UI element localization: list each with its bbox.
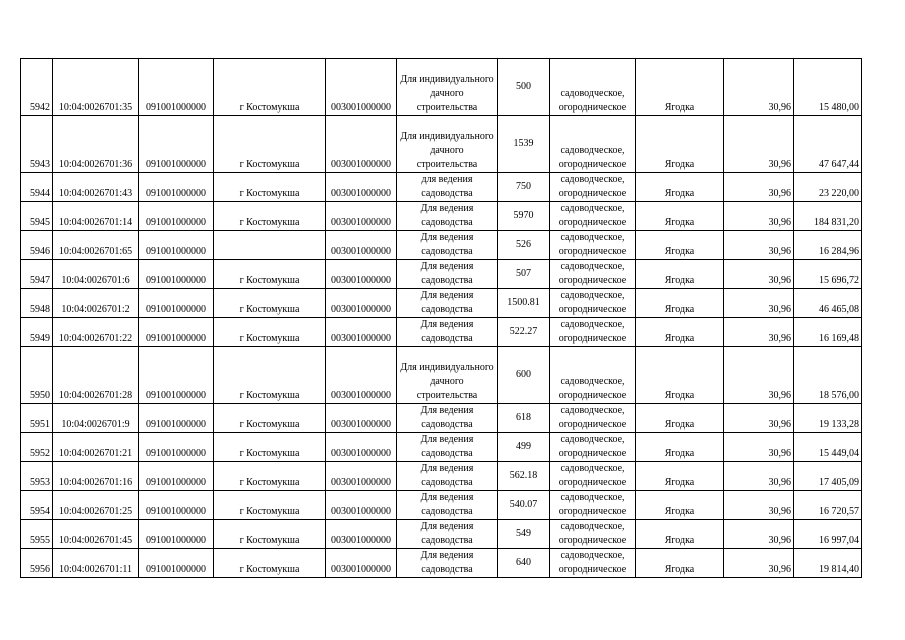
area-cell: 1539 xyxy=(498,116,550,173)
row-number-cell: 5955 xyxy=(21,520,53,549)
zone-name-cell: Ягодка xyxy=(636,59,724,116)
table-row xyxy=(21,491,862,520)
table-row xyxy=(21,260,862,289)
oktmo-code-cell: 091001000000 xyxy=(139,59,214,116)
class-code-cell: 003001000000 xyxy=(326,520,397,549)
cadastral-number-cell: 10:04:0026701:28 xyxy=(53,347,139,404)
permitted-use-cell: Для ведения садоводства xyxy=(397,318,498,347)
locality-cell: г Костомукша xyxy=(214,260,326,289)
area-cell: 750 xyxy=(498,173,550,202)
oktmo-code-cell: 091001000000 xyxy=(139,116,214,173)
area-cell: 5970 xyxy=(498,202,550,231)
oktmo-code-cell: 091001000000 xyxy=(139,202,214,231)
zone-name-cell: Ягодка xyxy=(636,462,724,491)
table-row xyxy=(21,173,862,202)
cadastral-value-cell: 15 449,04 xyxy=(794,433,862,462)
permitted-use-cell: Для ведения садоводства xyxy=(397,520,498,549)
class-code-cell: 003001000000 xyxy=(326,173,397,202)
cadastral-number-cell: 10:04:0026701:9 xyxy=(53,404,139,433)
area-cell: 526 xyxy=(498,231,550,260)
table-row xyxy=(21,549,862,578)
oktmo-code-cell: 091001000000 xyxy=(139,347,214,404)
zone-name-cell: Ягодка xyxy=(636,433,724,462)
cadastral-value-cell: 19 133,28 xyxy=(794,404,862,433)
table-row xyxy=(21,202,862,231)
table-row xyxy=(21,231,862,260)
class-code-cell: 003001000000 xyxy=(326,231,397,260)
cadastral-number-cell: 10:04:0026701:65 xyxy=(53,231,139,260)
cadastral-value-cell: 47 647,44 xyxy=(794,116,862,173)
rate-cell: 30,96 xyxy=(724,491,794,520)
area-cell: 600 xyxy=(498,347,550,404)
table-row xyxy=(21,433,862,462)
zone-name-cell: Ягодка xyxy=(636,549,724,578)
row-number-cell: 5952 xyxy=(21,433,53,462)
oktmo-code-cell: 091001000000 xyxy=(139,549,214,578)
cadastral-value-cell: 16 169,48 xyxy=(794,318,862,347)
area-cell: 618 xyxy=(498,404,550,433)
locality-cell: г Костомукша xyxy=(214,289,326,318)
oktmo-code-cell: 091001000000 xyxy=(139,318,214,347)
cadastral-value-cell: 16 997,04 xyxy=(794,520,862,549)
class-code-cell: 003001000000 xyxy=(326,289,397,318)
locality-cell: г Костомукша xyxy=(214,347,326,404)
permitted-use-cell: Для индивидуального дачного строительства xyxy=(397,347,498,404)
row-number-cell: 5943 xyxy=(21,116,53,173)
oktmo-code-cell: 091001000000 xyxy=(139,433,214,462)
category-cell: садоводческое, огородническое xyxy=(550,347,636,404)
class-code-cell: 003001000000 xyxy=(326,260,397,289)
row-number-cell: 5948 xyxy=(21,289,53,318)
class-code-cell: 003001000000 xyxy=(326,462,397,491)
row-number-cell: 5946 xyxy=(21,231,53,260)
oktmo-code-cell: 091001000000 xyxy=(139,289,214,318)
zone-name-cell: Ягодка xyxy=(636,404,724,433)
cadastral-number-cell: 10:04:0026701:2 xyxy=(53,289,139,318)
locality-cell: г Костомукша xyxy=(214,318,326,347)
cadastral-value-cell: 16 720,57 xyxy=(794,491,862,520)
permitted-use-cell: Для ведения садоводства xyxy=(397,289,498,318)
category-cell: садоводческое, огородническое xyxy=(550,173,636,202)
area-cell: 540.07 xyxy=(498,491,550,520)
oktmo-code-cell: 091001000000 xyxy=(139,231,214,260)
rate-cell: 30,96 xyxy=(724,202,794,231)
cadastral-number-cell: 10:04:0026701:25 xyxy=(53,491,139,520)
rate-cell: 30,96 xyxy=(724,462,794,491)
table-row xyxy=(21,520,862,549)
zone-name-cell: Ягодка xyxy=(636,202,724,231)
locality-cell: г Костомукша xyxy=(214,549,326,578)
cadastral-value-cell: 15 696,72 xyxy=(794,260,862,289)
table-row xyxy=(21,289,862,318)
class-code-cell: 003001000000 xyxy=(326,347,397,404)
cadastral-value-cell: 46 465,08 xyxy=(794,289,862,318)
class-code-cell: 003001000000 xyxy=(326,491,397,520)
category-cell: садоводческое, огородническое xyxy=(550,59,636,116)
permitted-use-cell: Для ведения садоводства xyxy=(397,231,498,260)
zone-name-cell: Ягодка xyxy=(636,289,724,318)
permitted-use-cell: Для индивидуального дачного строительства xyxy=(397,59,498,116)
cadastral-number-cell: 10:04:0026701:35 xyxy=(53,59,139,116)
permitted-use-cell: для ведения садоводства xyxy=(397,173,498,202)
cadastral-number-cell: 10:04:0026701:22 xyxy=(53,318,139,347)
area-cell: 500 xyxy=(498,59,550,116)
cadastral-number-cell: 10:04:0026701:43 xyxy=(53,173,139,202)
zone-name-cell: Ягодка xyxy=(636,491,724,520)
area-cell: 1500.81 xyxy=(498,289,550,318)
cadastral-table xyxy=(20,58,862,578)
row-number-cell: 5949 xyxy=(21,318,53,347)
oktmo-code-cell: 091001000000 xyxy=(139,404,214,433)
row-number-cell: 5942 xyxy=(21,59,53,116)
cadastral-number-cell: 10:04:0026701:11 xyxy=(53,549,139,578)
area-cell: 499 xyxy=(498,433,550,462)
oktmo-code-cell: 091001000000 xyxy=(139,520,214,549)
locality-cell: г Костомукша xyxy=(214,173,326,202)
permitted-use-cell: Для ведения садоводства xyxy=(397,404,498,433)
category-cell: садоводческое, огородническое xyxy=(550,231,636,260)
row-number-cell: 5953 xyxy=(21,462,53,491)
oktmo-code-cell: 091001000000 xyxy=(139,491,214,520)
category-cell: садоводческое, огородническое xyxy=(550,549,636,578)
permitted-use-cell: Для ведения садоводства xyxy=(397,491,498,520)
zone-name-cell: Ягодка xyxy=(636,260,724,289)
cadastral-value-cell: 18 576,00 xyxy=(794,347,862,404)
locality-cell: г Костомукша xyxy=(214,491,326,520)
row-number-cell: 5954 xyxy=(21,491,53,520)
rate-cell: 30,96 xyxy=(724,59,794,116)
area-cell: 562.18 xyxy=(498,462,550,491)
table-row xyxy=(21,59,862,116)
area-cell: 549 xyxy=(498,520,550,549)
cadastral-value-cell: 19 814,40 xyxy=(794,549,862,578)
rate-cell: 30,96 xyxy=(724,520,794,549)
oktmo-code-cell: 091001000000 xyxy=(139,173,214,202)
category-cell: садоводческое, огородническое xyxy=(550,462,636,491)
row-number-cell: 5944 xyxy=(21,173,53,202)
permitted-use-cell: Для ведения садоводства xyxy=(397,549,498,578)
rate-cell: 30,96 xyxy=(724,289,794,318)
permitted-use-cell: Для ведения садоводства xyxy=(397,202,498,231)
zone-name-cell: Ягодка xyxy=(636,520,724,549)
class-code-cell: 003001000000 xyxy=(326,404,397,433)
rate-cell: 30,96 xyxy=(724,173,794,202)
class-code-cell: 003001000000 xyxy=(326,202,397,231)
cadastral-value-cell: 17 405,09 xyxy=(794,462,862,491)
row-number-cell: 5945 xyxy=(21,202,53,231)
zone-name-cell: Ягодка xyxy=(636,173,724,202)
rate-cell: 30,96 xyxy=(724,231,794,260)
permitted-use-cell: Для индивидуального дачного строительства xyxy=(397,116,498,173)
zone-name-cell: Ягодка xyxy=(636,116,724,173)
area-cell: 507 xyxy=(498,260,550,289)
rate-cell: 30,96 xyxy=(724,260,794,289)
category-cell: садоводческое, огородническое xyxy=(550,116,636,173)
locality-cell: г Костомукша xyxy=(214,520,326,549)
table-row xyxy=(21,462,862,491)
category-cell: садоводческое, огородническое xyxy=(550,433,636,462)
area-cell: 640 xyxy=(498,549,550,578)
permitted-use-cell: Для ведения садоводства xyxy=(397,260,498,289)
cadastral-number-cell: 10:04:0026701:45 xyxy=(53,520,139,549)
rate-cell: 30,96 xyxy=(724,549,794,578)
locality-cell: г Костомукша xyxy=(214,116,326,173)
table-row xyxy=(21,347,862,404)
class-code-cell: 003001000000 xyxy=(326,549,397,578)
category-cell: садоводческое, огородническое xyxy=(550,202,636,231)
cadastral-value-cell: 184 831,20 xyxy=(794,202,862,231)
zone-name-cell: Ягодка xyxy=(636,347,724,404)
area-cell: 522.27 xyxy=(498,318,550,347)
category-cell: садоводческое, огородническое xyxy=(550,491,636,520)
zone-name-cell: Ягодка xyxy=(636,231,724,260)
category-cell: садоводческое, огородническое xyxy=(550,289,636,318)
row-number-cell: 5956 xyxy=(21,549,53,578)
rate-cell: 30,96 xyxy=(724,318,794,347)
cadastral-value-cell: 16 284,96 xyxy=(794,231,862,260)
rate-cell: 30,96 xyxy=(724,116,794,173)
category-cell: садоводческое, огородническое xyxy=(550,520,636,549)
permitted-use-cell: Для ведения садоводства xyxy=(397,433,498,462)
cadastral-number-cell: 10:04:0026701:21 xyxy=(53,433,139,462)
rate-cell: 30,96 xyxy=(724,347,794,404)
cadastral-number-cell: 10:04:0026701:36 xyxy=(53,116,139,173)
class-code-cell: 003001000000 xyxy=(326,59,397,116)
category-cell: садоводческое, огородническое xyxy=(550,404,636,433)
category-cell: садоводческое, огородническое xyxy=(550,260,636,289)
table-row xyxy=(21,116,862,173)
table-row xyxy=(21,318,862,347)
row-number-cell: 5951 xyxy=(21,404,53,433)
row-number-cell: 5947 xyxy=(21,260,53,289)
table-row xyxy=(21,404,862,433)
zone-name-cell: Ягодка xyxy=(636,318,724,347)
locality-cell xyxy=(214,231,326,260)
category-cell: садоводческое, огородническое xyxy=(550,318,636,347)
cadastral-value-cell: 15 480,00 xyxy=(794,59,862,116)
rate-cell: 30,96 xyxy=(724,404,794,433)
cadastral-number-cell: 10:04:0026701:16 xyxy=(53,462,139,491)
oktmo-code-cell: 091001000000 xyxy=(139,260,214,289)
oktmo-code-cell: 091001000000 xyxy=(139,462,214,491)
locality-cell: г Костомукша xyxy=(214,433,326,462)
cadastral-number-cell: 10:04:0026701:14 xyxy=(53,202,139,231)
class-code-cell: 003001000000 xyxy=(326,318,397,347)
locality-cell: г Костомукша xyxy=(214,462,326,491)
cadastral-value-cell: 23 220,00 xyxy=(794,173,862,202)
locality-cell: г Костомукша xyxy=(214,404,326,433)
rate-cell: 30,96 xyxy=(724,433,794,462)
class-code-cell: 003001000000 xyxy=(326,116,397,173)
row-number-cell: 5950 xyxy=(21,347,53,404)
permitted-use-cell: Для ведения садоводства xyxy=(397,462,498,491)
locality-cell: г Костомукша xyxy=(214,59,326,116)
class-code-cell: 003001000000 xyxy=(326,433,397,462)
locality-cell: г Костомукша xyxy=(214,202,326,231)
cadastral-number-cell: 10:04:0026701:6 xyxy=(53,260,139,289)
